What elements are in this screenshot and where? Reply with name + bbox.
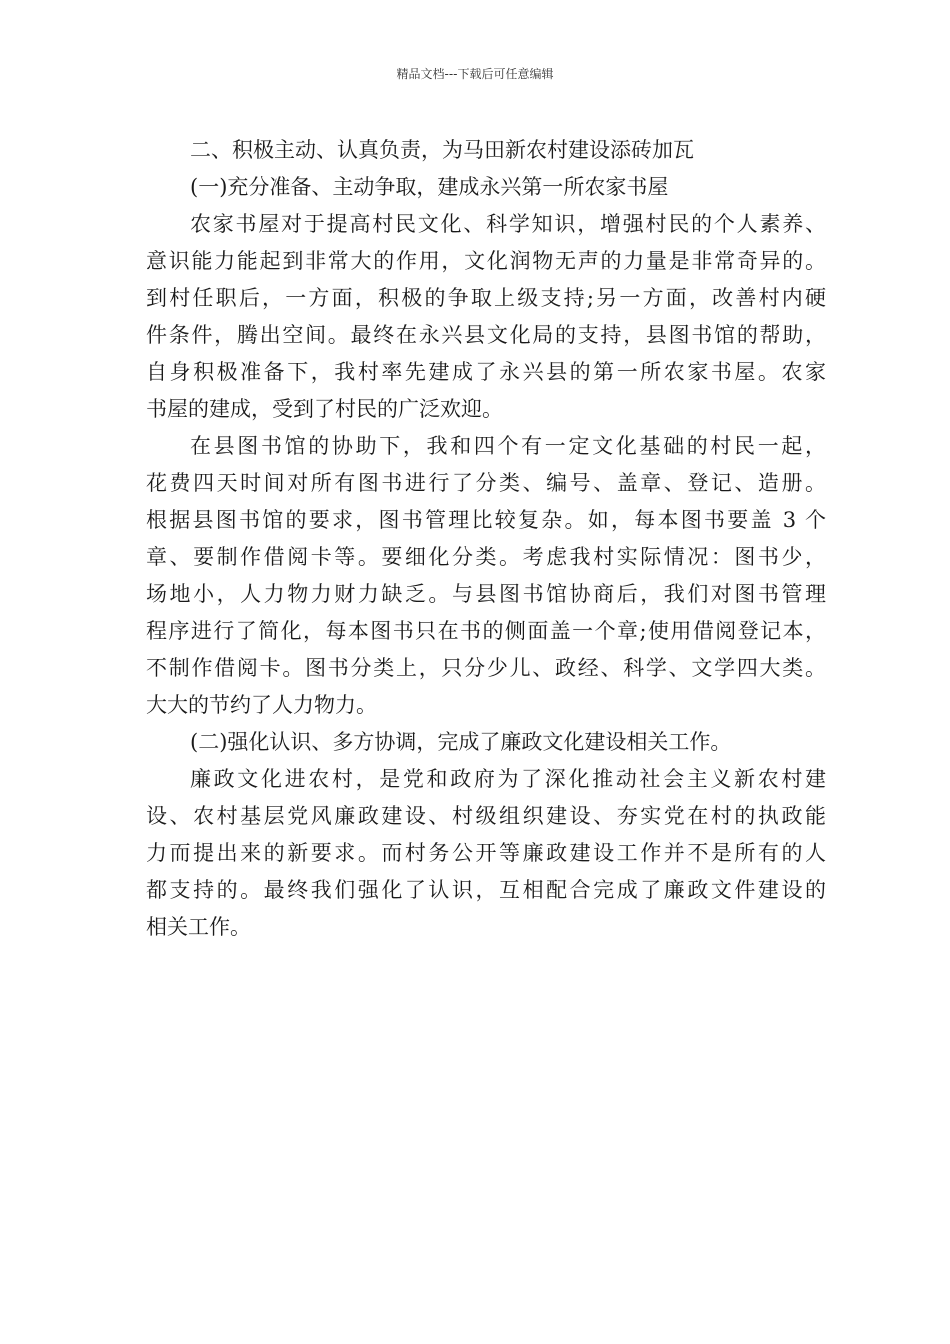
paragraph-line: 章、要制作借阅卡等。要细化分类。考虑我村实际情况：图书少， <box>146 545 826 569</box>
document-body <box>146 132 826 946</box>
paragraph-line: 不制作借阅卡。图书分类上，只分少儿、政经、科学、文学四大类。 <box>146 656 826 680</box>
paragraph-line: 自身积极准备下，我村率先建成了永兴县的第一所农家书屋。农家 <box>146 360 826 384</box>
paragraph-line: 书屋的建成，受到了村民的广泛欢迎。 <box>146 397 503 421</box>
paragraph-line: 程序进行了简化，每本图书只在书的侧面盖一个章;使用借阅登记本， <box>146 619 826 643</box>
paragraph-line: 在县图书馆的协助下，我和四个有一定文化基础的村民一起， <box>190 434 826 458</box>
paragraph-line: 花费四天时间对所有图书进行了分类、编号、盖章、登记、造册。 <box>146 471 826 495</box>
paragraph-line: 根据县图书馆的要求，图书管理比较复杂。如，每本图书要盖 3 个 <box>146 508 826 532</box>
paragraph-line: 件条件，腾出空间。最终在永兴县文化局的支持，县图书馆的帮助， <box>146 323 826 347</box>
paragraph-line: 力而提出来的新要求。而村务公开等廉政建设工作并不是所有的人 <box>146 841 826 865</box>
paragraph-line: 场地小，人力物力财力缺乏。与县图书馆协商后，我们对图书管理 <box>146 582 826 606</box>
section-heading: 二、积极主动、认真负责，为马田新农村建设添砖加瓦 <box>190 138 694 162</box>
subsection-heading: (一)充分准备、主动争取，建成永兴第一所农家书屋 <box>190 175 669 199</box>
paragraph-line: 大大的节约了人力物力。 <box>146 693 377 717</box>
paragraph-line: 到村任职后，一方面，积极的争取上级支持;另一方面，改善村内硬 <box>146 286 826 310</box>
paragraph-line: 都支持的。最终我们强化了认识，互相配合完成了廉政文件建设的 <box>146 878 826 902</box>
paragraph-line: 设、农村基层党风廉政建设、村级组织建设、夯实党在村的执政能 <box>146 804 826 828</box>
paragraph-line: 意识能力能起到非常大的作用，文化润物无声的力量是非常奇异的。 <box>146 249 826 273</box>
page-header: 精品文档---下载后可任意编辑 <box>396 67 554 81</box>
paragraph-line: 相关工作。 <box>146 915 251 939</box>
subsection-heading: (二)强化认识、多方协调，完成了廉政文化建设相关工作。 <box>190 730 732 754</box>
paragraph-line: 廉政文化进农村，是党和政府为了深化推动社会主义新农村建 <box>190 767 826 791</box>
paragraph-line: 农家书屋对于提高村民文化、科学知识，增强村民的个人素养、 <box>190 212 826 236</box>
